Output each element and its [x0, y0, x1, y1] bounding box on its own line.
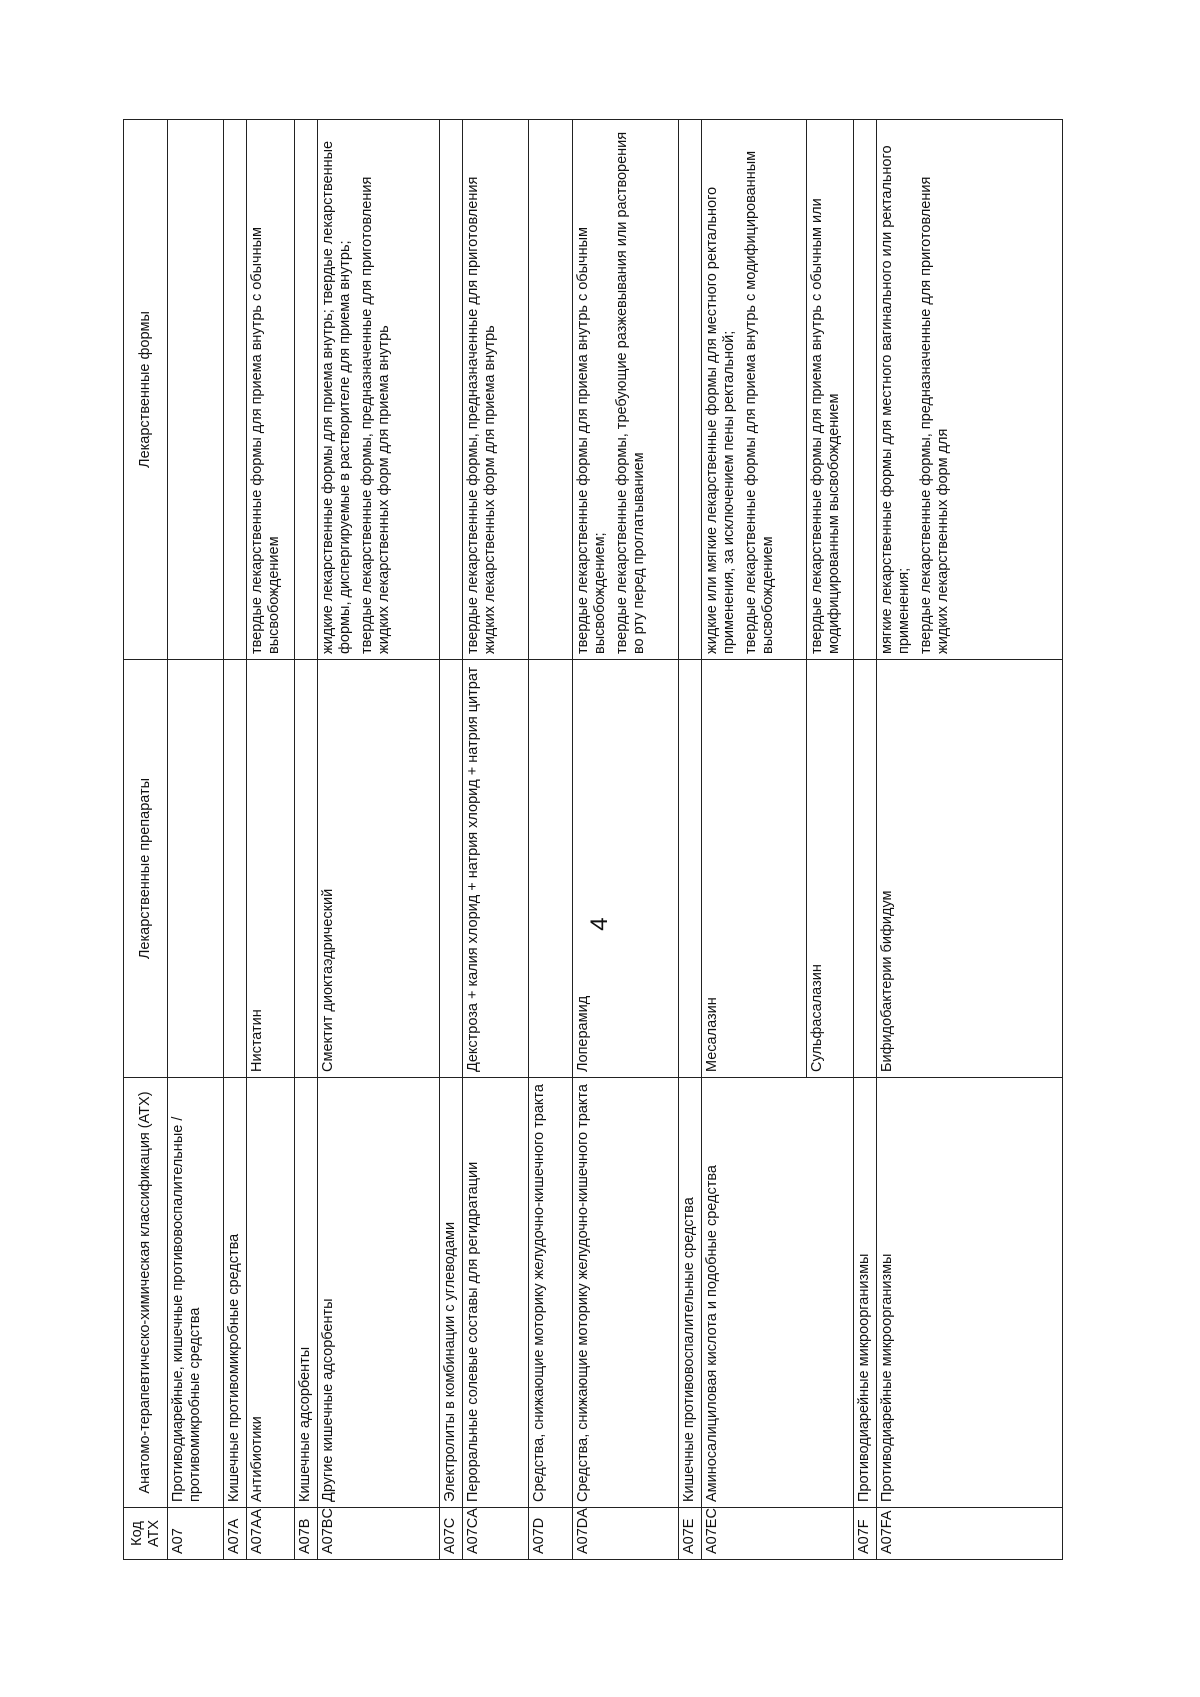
row-code: A07B [295, 1508, 318, 1560]
table-row [877, 120, 1063, 1560]
row-drug: Смектит диоктаэдрический [318, 660, 440, 1078]
form-text: твердые лекарственные формы, требующие разжевывания или растворения во рту перед проглатыванием [614, 131, 647, 654]
table-row [440, 120, 463, 1560]
row-drug: Бифидобактерии бифидум [877, 660, 1063, 1078]
table-row [168, 120, 224, 1560]
table-row [463, 120, 529, 1560]
row-atc: Аминосалициловая кислота и подобные средства [702, 1078, 854, 1508]
page-number: 4 [586, 917, 613, 931]
table-row [295, 120, 318, 1560]
row-forms [679, 120, 702, 660]
form-text: твердые лекарственные формы для приема внутрь с обычным высвобождением; [575, 227, 608, 654]
drug-name: Сульфасалазин [806, 660, 828, 1077]
row-drug [440, 660, 463, 1078]
row-drug [529, 660, 573, 1078]
row-code: A07E [679, 1508, 702, 1560]
rotated-table-container [123, 120, 1063, 1560]
row-atc: Кишечные противовоспалительные средства [679, 1078, 702, 1508]
form-group [702, 120, 806, 659]
row-atc: Противодиарейные микроорганизмы [877, 1078, 1063, 1508]
table-row [702, 120, 854, 1560]
row-atc: Кишечные адсорбенты [295, 1078, 318, 1508]
row-forms [295, 120, 318, 660]
row-drug [854, 660, 877, 1078]
row-forms [702, 120, 854, 660]
row-atc: Противодиарейные микроорганизмы [854, 1078, 877, 1508]
row-drug [295, 660, 318, 1078]
row-code: A07BC [318, 1508, 440, 1560]
form-text: жидкие лекарственные формы для приема внутрь; твердые лекарственные формы, диспергируемые в растворителе для приема внутрь; [320, 140, 353, 654]
form-text: жидкие или мягкие лекарственные формы для местного ректального применения, за исключением пены ректальной; [704, 186, 737, 654]
row-atc: Противодиарейные, кишечные противовоспалительные / противомикробные средства [168, 1078, 224, 1508]
row-atc: Другие кишечные адсорбенты [318, 1078, 440, 1508]
row-forms [854, 120, 877, 660]
row-code: A07EC [702, 1508, 854, 1560]
row-code: A07DA [573, 1508, 679, 1560]
header-row [124, 120, 168, 1560]
row-forms [247, 120, 295, 660]
row-forms [224, 120, 247, 660]
row-drug: Декстроза + калия хлорид + натрия хлорид + натрия цитрат [463, 660, 529, 1078]
row-drug [224, 660, 247, 1078]
form-text: твердые лекарственные формы, предназначенные для приготовления жидких лекарственных форм для приема внутрь [465, 176, 498, 654]
table-row [854, 120, 877, 1560]
row-forms [440, 120, 463, 660]
row-atc: Средства, снижающие моторику желудочно-кишечного тракта [529, 1078, 573, 1508]
header-atc: Анатомо-терапевтическо-химическая классификация (АТХ) [124, 1078, 168, 1508]
table-row [529, 120, 573, 1560]
row-atc: Кишечные противомикробные средства [224, 1078, 247, 1508]
form-text: мягкие лекарственные формы для местного вагинального или ректального применения; [879, 145, 912, 654]
header-code: Код АТХ [124, 1508, 168, 1560]
table-row [573, 120, 679, 1560]
row-code: A07F [854, 1508, 877, 1560]
table-row [224, 120, 247, 1560]
form-text: твердые лекарственные формы для приема внутрь с обычным высвобождением [249, 227, 282, 654]
form-text: твердые лекарственные формы, предназначенные для приготовления жидких лекарственных форм для приема внутрь [359, 176, 392, 654]
row-forms [318, 120, 440, 660]
row-forms [168, 120, 224, 660]
row-atc: Средства, снижающие моторику желудочно-кишечного тракта [573, 1078, 679, 1508]
drug-name: Месалазин [704, 997, 720, 1072]
row-drug: Нистатин [247, 660, 295, 1078]
row-atc: Пероральные солевые составы для регидратации [463, 1078, 529, 1508]
row-code: A07 [168, 1508, 224, 1560]
row-drug: Лоперамид [573, 660, 679, 1078]
row-drug [702, 660, 854, 1078]
row-atc: Антибиотики [247, 1078, 295, 1508]
row-drug [679, 660, 702, 1078]
form-text: твердые лекарственные формы, предназначенные для приготовления жидких лекарственных форм для [918, 176, 951, 654]
row-forms [529, 120, 573, 660]
header-drugs: Лекарственные препараты [124, 660, 168, 1078]
row-code: A07FA [877, 1508, 1063, 1560]
table-row [247, 120, 295, 1560]
drug-classification-table [123, 119, 1063, 1560]
row-atc: Электролиты в комбинации с углеводами [440, 1078, 463, 1508]
header-forms: Лекарственные формы [124, 120, 168, 660]
row-code: A07C [440, 1508, 463, 1560]
row-forms [463, 120, 529, 660]
row-forms [573, 120, 679, 660]
row-code: A07A [224, 1508, 247, 1560]
table-row [679, 120, 702, 1560]
row-drug [168, 660, 224, 1078]
row-code: A07D [529, 1508, 573, 1560]
table-row [318, 120, 440, 1560]
row-code: A07AA [247, 1508, 295, 1560]
row-forms [877, 120, 1063, 660]
form-text: твердые лекарственные формы для приема внутрь с обычным или модифицированным высвобождением [809, 198, 842, 654]
form-text: твердые лекарственные формы для приема внутрь с модифицированным высвобождением [743, 150, 776, 654]
row-code: A07CA [463, 1508, 529, 1560]
form-group [806, 120, 845, 659]
